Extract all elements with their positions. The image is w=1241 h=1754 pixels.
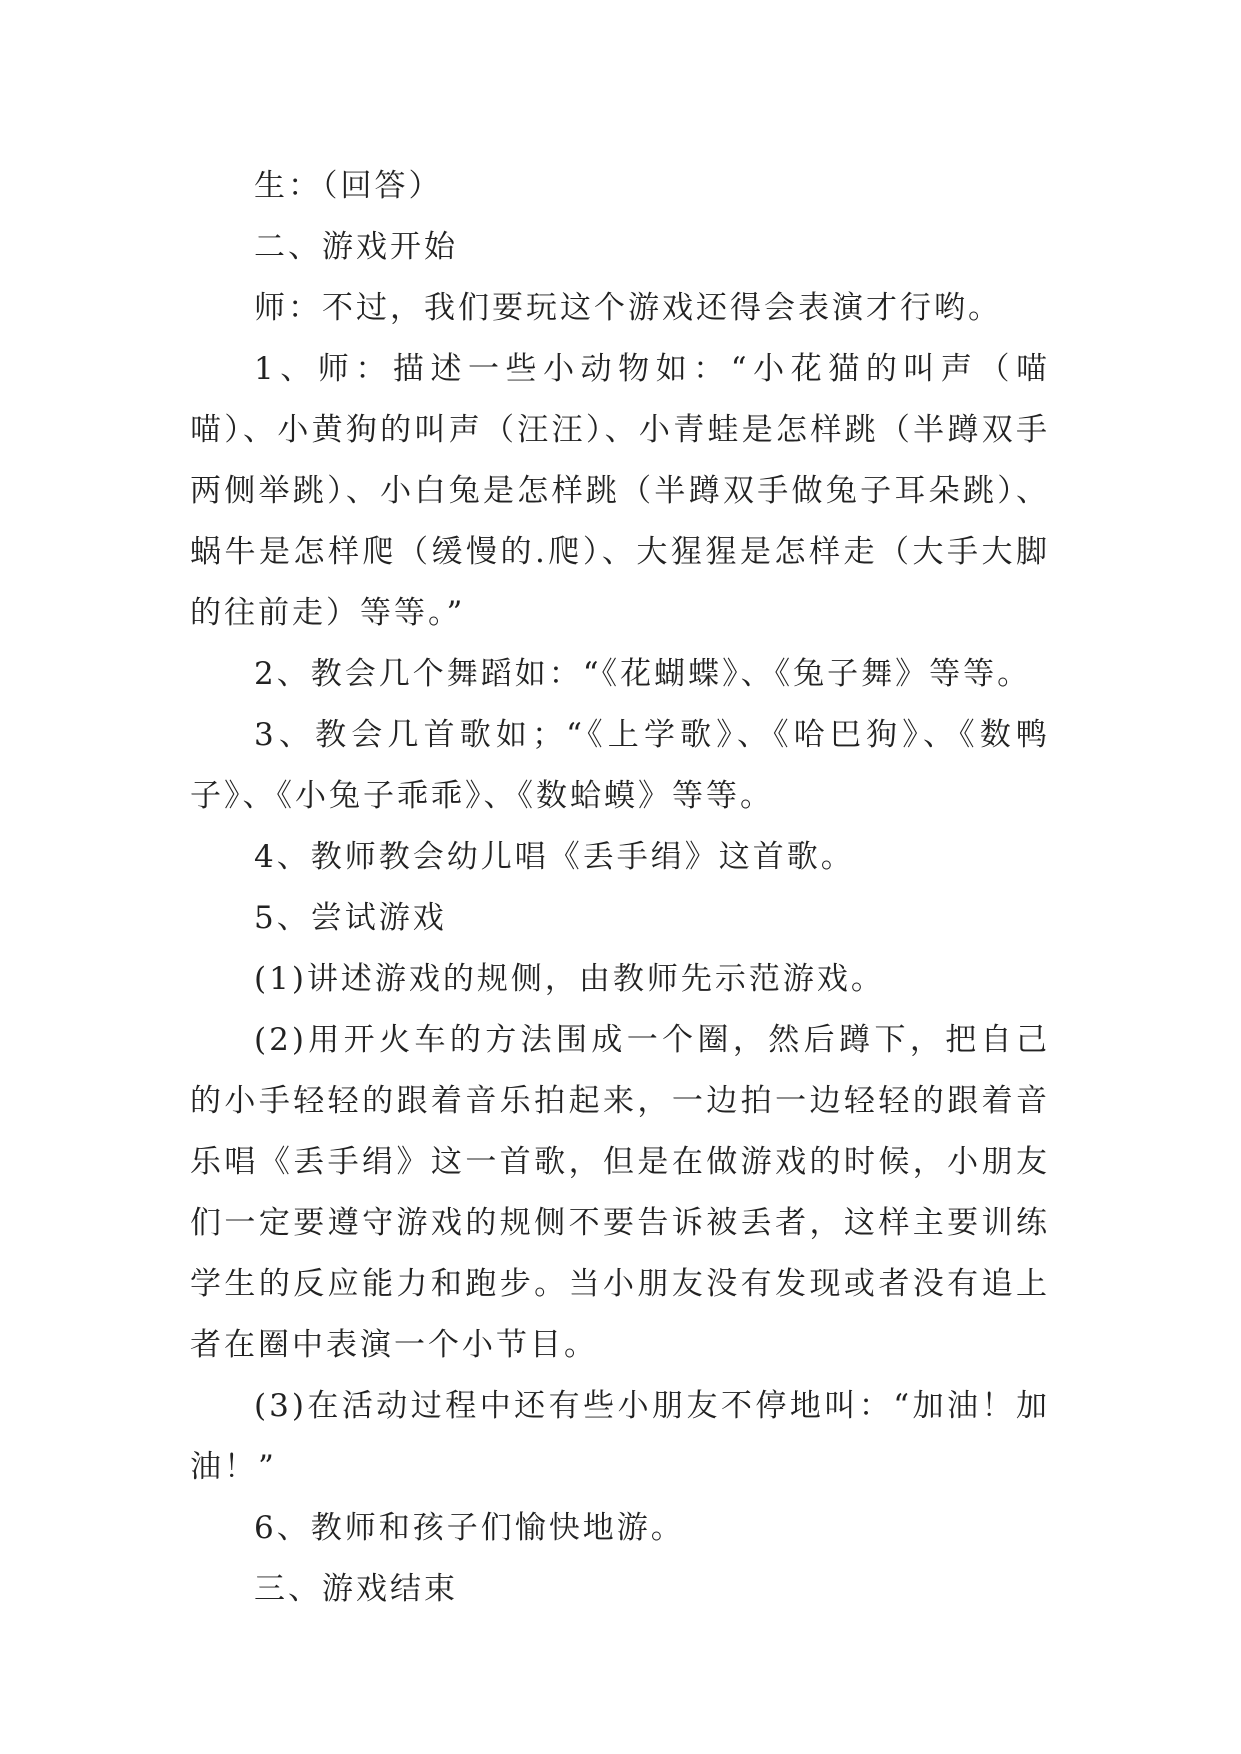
paragraph-step-6: 6、教师和孩子们愉快地游。 [254, 1510, 685, 1546]
paragraph-step-1: 1、师：描述一些小动物如：“小花猫的叫声（喵喵）、小黄狗的叫声（汪汪）、小青蛙是怎样跳（半蹲双手两侧举跳）、小白兔是怎样跳（半蹲双手做兔子耳朵跳）、蜗牛是怎样爬（缓慢的.爬）、大猩猩是怎样走（大手大脚的往前走）等等。” [190, 351, 1050, 631]
paragraph-teacher-intro: 师：不过，我们要玩这个游戏还得会表演才行哟。 [254, 290, 1002, 326]
paragraph-substep-3: (3)在活动过程中还有些小朋友不停地叫：“加油！加油！” [190, 1388, 1050, 1485]
paragraph-substep-2: (2)用开火车的方法围成一个圈，然后蹲下，把自己的小手轻轻的跟着音乐拍起来，一边拍一边轻轻的跟着音乐唱《丢手绢》这一首歌，但是在做游戏的时候，小朋友们一定要遵守游戏的规侧不要告诉被丢者，这样主要训练学生的反应能力和跑步。当小朋友没有发现或者没有追上者在圈中表演一个小节目。 [190, 1022, 1050, 1363]
document-body [190, 156, 1050, 1620]
paragraph-step-3: 3、教会几首歌如；“《上学歌》、《哈巴狗》、《数鸭子》、《小兔子乖乖》、《数蛤蟆》等等。 [190, 717, 1050, 814]
section-heading-game-end: 三、游戏结束 [254, 1571, 458, 1607]
paragraph-substep-1: (1)讲述游戏的规侧，由教师先示范游戏。 [254, 961, 885, 997]
section-heading-game-start: 二、游戏开始 [254, 229, 458, 265]
paragraph-step-2: 2、教会几个舞蹈如：“《花蝴蝶》、《兔子舞》等等。 [254, 656, 1032, 692]
paragraph-student-answer: 生：（回答） [254, 168, 443, 204]
paragraph-step-5: 5、尝试游戏 [254, 900, 447, 936]
paragraph-step-4: 4、教师教会幼儿唱《丢手绢》这首歌。 [254, 839, 855, 875]
